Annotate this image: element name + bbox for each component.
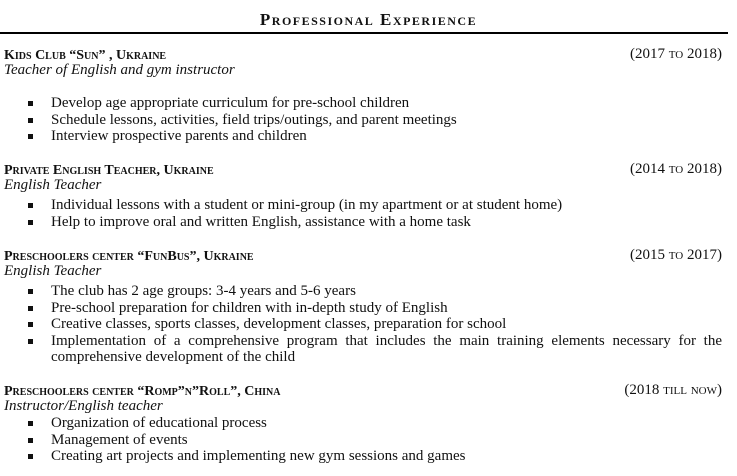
list-item: Creating art projects and implementing new gym sessions and games [0, 448, 722, 465]
job-role: English Teacher [4, 263, 102, 279]
job-bullets [0, 197, 722, 230]
job-role: Teacher of English and gym instructor [4, 62, 235, 78]
list-item: Pre-school preparation for children with in-depth study of English [0, 300, 722, 317]
list-item: Organization of educational process [0, 415, 722, 432]
job-title: Preschoolers center “Romp”n”Roll”, China [4, 384, 281, 399]
list-item: The club has 2 age groups: 3-4 years and 5-6 years [0, 283, 722, 300]
job-dates: (2018 till now) [624, 382, 722, 398]
job-dates: (2015 to 2017) [630, 247, 722, 263]
list-item: Implementation of a comprehensive program that includes the main training elements necessary for the comprehensive development of the child [0, 333, 722, 366]
job-dates: (2017 to 2018) [630, 46, 722, 62]
section-title: Professional Experience [259, 10, 478, 29]
section-divider [0, 32, 728, 34]
job-title: Private English Teacher, Ukraine [4, 163, 214, 178]
job-role: Instructor/English teacher [4, 398, 163, 414]
list-item: Develop age appropriate curriculum for pre-school children [0, 95, 722, 112]
job-title: Kids Club “Sun” , Ukraine [4, 48, 167, 63]
list-item: Interview prospective parents and children [0, 128, 722, 145]
job-role: English Teacher [4, 177, 102, 193]
list-item: Creative classes, sports classes, development classes, preparation for school [0, 316, 722, 333]
job-dates: (2014 to 2018) [630, 161, 722, 177]
job-header [4, 161, 722, 179]
job-bullets [0, 283, 722, 366]
job-title: Preschoolers center “FunBus”, Ukraine [4, 249, 254, 264]
job-bullets [0, 95, 722, 145]
list-item: Management of events [0, 432, 722, 449]
job-bullets [0, 415, 722, 465]
job-header [4, 247, 722, 265]
list-item: Help to improve oral and written English, assistance with a home task [0, 214, 722, 231]
list-item: Schedule lessons, activities, field trips/outings, and parent meetings [0, 112, 722, 129]
list-item: Individual lessons with a student or mini-group (in my apartment or at student home) [0, 197, 722, 214]
